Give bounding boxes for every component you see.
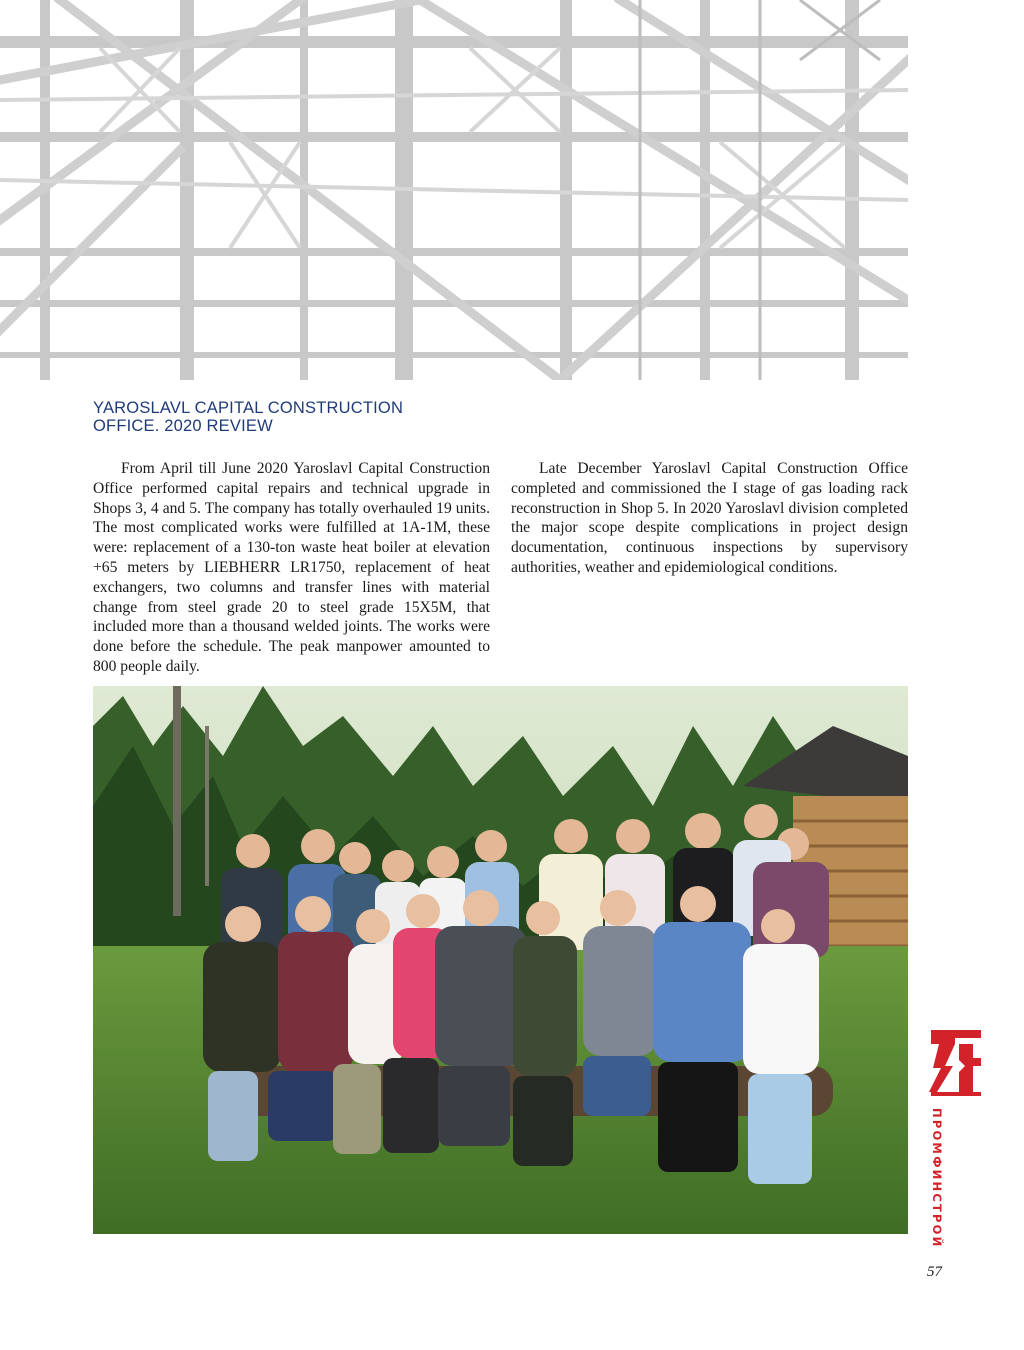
team-group-photo <box>93 686 908 1234</box>
brand-name-vertical: ПРОМФИНСТРОЙ <box>930 1108 944 1249</box>
page-number: 57 <box>927 1264 942 1280</box>
text-column-right <box>511 459 908 578</box>
article-heading-line-1: YAROSLAVL CAPITAL CONSTRUCTION <box>93 399 404 417</box>
steel-structure-header-image <box>0 0 908 380</box>
article-heading <box>93 399 513 435</box>
paragraph-left: From April till June 2020 Yaroslavl Capital Construction Office performed capital repairs and technical upgrade in Shops 3, 4 and 5. The company has totally overhauled 19 units. The most complicated works were fulfilled at 1A-1M, these were: replacement of a 130-ton waste heat boiler at elevation +65 meters by LIEBHERR LR1750, replacement of heat exchangers, two columns and transfer lines with material change from steel grade 20 to steel grade 15X5M, that included more than a thousand welded joints. The works were done before the schedule. The peak manpower amounted to 800 people daily. <box>93 460 490 675</box>
paragraph-right: Late December Yaroslavl Capital Construction Office completed and commissioned the I stage of gas loading rack reconstruction in Shop 5. In 2020 Yaroslavl division completed the major scope despite complications in project design documentation, continuous inspections by supervisory authorities, weather and epidemiological conditions. <box>511 460 908 576</box>
article-heading-line-2: OFFICE. 2020 REVIEW <box>93 417 273 435</box>
promfinstroy-logo-icon <box>925 1022 987 1098</box>
text-column-left <box>93 459 490 677</box>
